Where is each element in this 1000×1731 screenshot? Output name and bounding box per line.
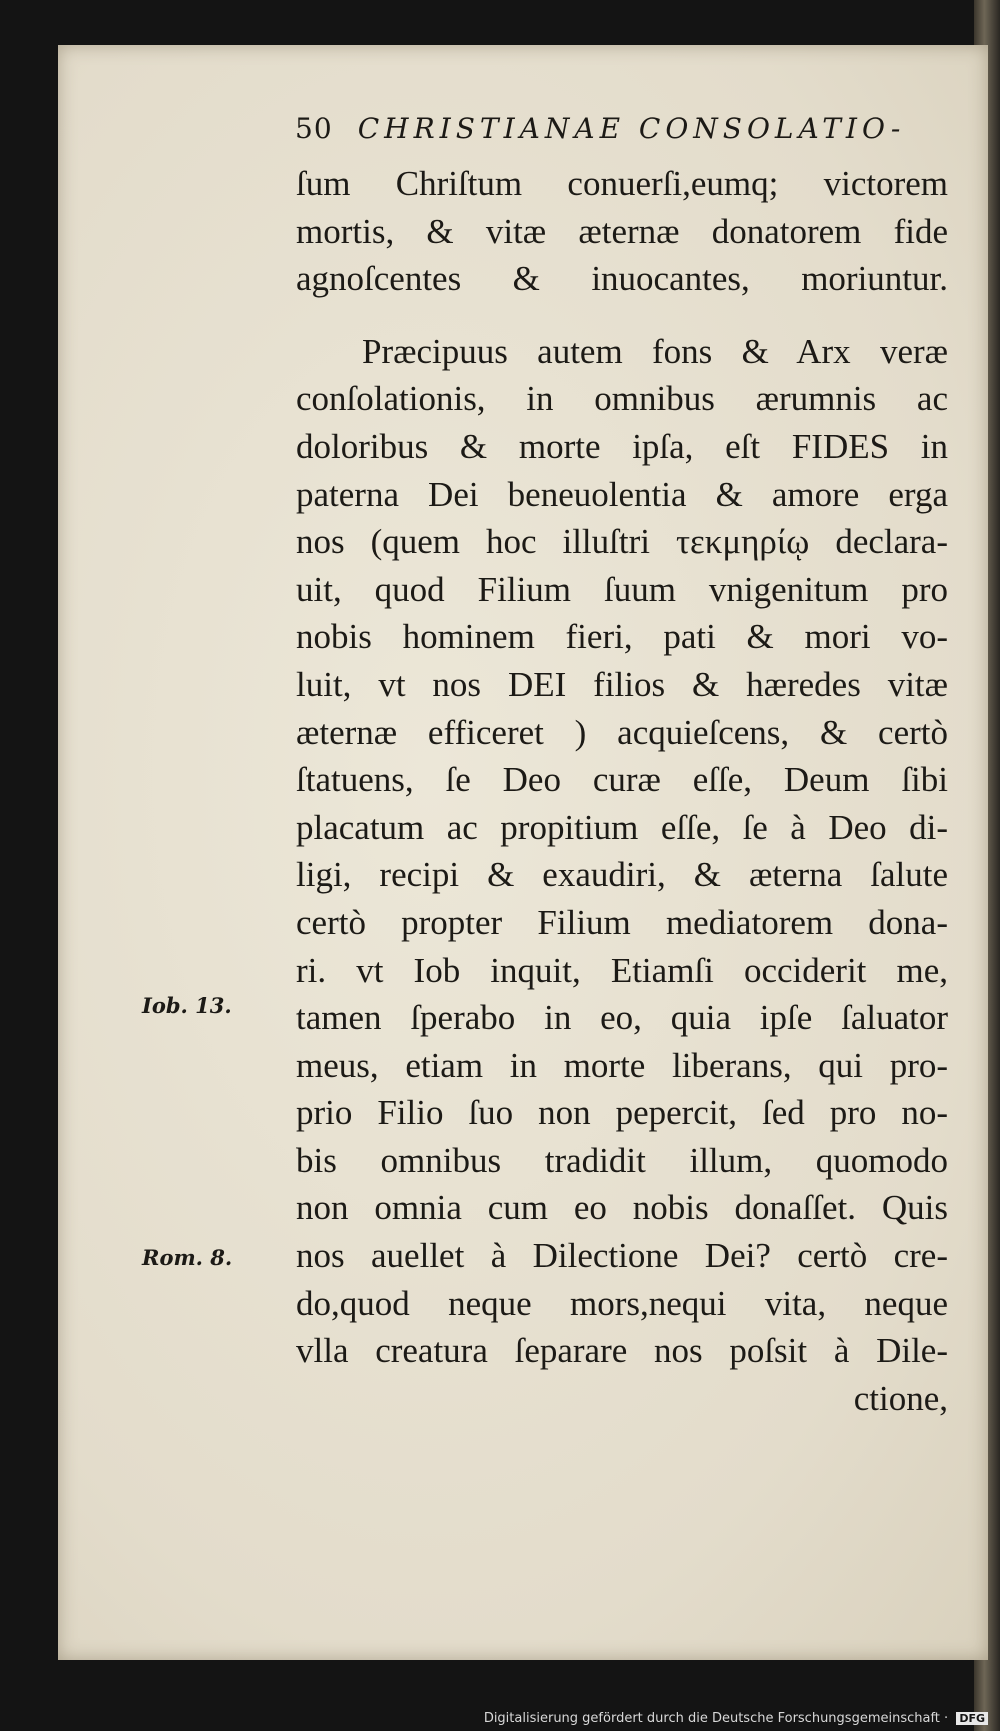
- text-line: do,quod neque mors,nequi vita, neque: [296, 1283, 948, 1323]
- digitization-footer: [484, 1711, 988, 1726]
- text-line: placatum ac propitium eſſe, ſe à Deo di-: [296, 807, 948, 847]
- running-head: CHRISTIANAE CONSOLATIO-: [357, 112, 906, 145]
- dfg-logo: DFG: [956, 1712, 988, 1725]
- text-line: ri. vt Iob inquit, Etiamſi occiderit me,: [296, 950, 948, 990]
- text-line: certò propter Filium mediatorem dona-: [296, 902, 948, 942]
- text-line: ligi, recipi & exaudiri, & æterna ſalute: [296, 855, 948, 895]
- margin-note-rom: Rom. 8.: [142, 1245, 233, 1270]
- body-text: [296, 160, 948, 1422]
- text-line: uit, quod Filium ſuum vnigenitum pro: [296, 569, 948, 609]
- text-line: ſtatuens, ſe Deo curæ eſſe, Deum ſibi: [296, 760, 948, 800]
- text-line: tamen ſperabo in eo, quia ipſe ſaluator: [296, 998, 948, 1038]
- text-line: nos auellet à Dilectione Dei? certò cre-: [296, 1236, 948, 1276]
- footer-text: Digitalisierung gefördert durch die Deutsche Forschungsgemeinschaft ·: [483, 1711, 949, 1726]
- catchword: ctione,: [853, 1378, 948, 1418]
- text-line: non omnia cum eo nobis donaſſet. Quis: [296, 1188, 948, 1228]
- text-line: mortis, & vitæ æternæ donatorem fide: [296, 211, 948, 251]
- text-line: luit, vt nos DEI filios & hæredes vitæ: [296, 664, 948, 704]
- text-line: meus, etiam in morte liberans, qui pro-: [296, 1045, 948, 1085]
- page-number: 50: [295, 112, 333, 145]
- text-line: ſum Chriſtum conuerſi,eumq; victorem: [296, 164, 948, 203]
- text-line: paterna Dei beneuolentia & amore erga: [296, 474, 948, 514]
- text-line: æternæ efficeret ) acquieſcens, & certò: [296, 712, 948, 752]
- margin-note-job: Iob. 13.: [142, 993, 232, 1018]
- text-line: bis omnibus tradidit illum, quomodo: [296, 1140, 948, 1180]
- paragraph-gap: [296, 303, 948, 328]
- text-line: prio Filio ſuo non pepercit, ſed pro no-: [296, 1093, 948, 1133]
- text-line: Præcipuus autem fons & Arx veræ: [362, 331, 948, 371]
- page-header: [295, 112, 945, 152]
- text-line: doloribus & morte ipſa, eſt FIDES in: [296, 426, 948, 466]
- text-line: nobis hominem fieri, pati & mori vo-: [296, 617, 948, 657]
- text-line: nos (quem hoc illuſtri τεκμηρίῳ declara-: [296, 522, 948, 562]
- text-line: agnoſcentes & inuocantes, moriuntur.: [296, 259, 948, 299]
- text-line: vlla creatura ſeparare nos poſsit à Dile-: [296, 1331, 948, 1371]
- text-line: conſolationis, in omnibus ærumnis ac: [296, 379, 948, 419]
